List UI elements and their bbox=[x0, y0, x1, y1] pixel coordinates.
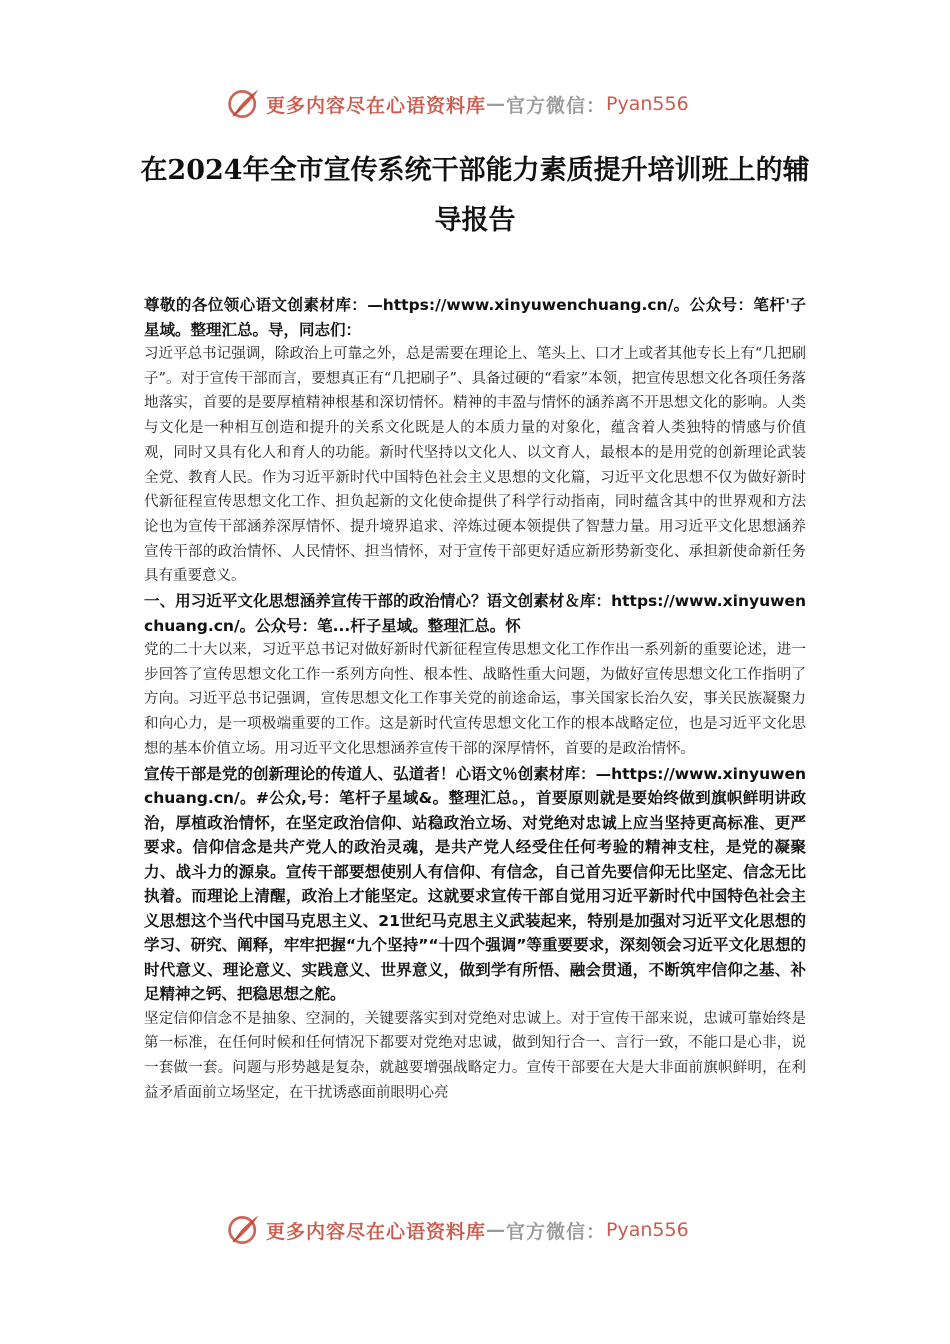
watermark-sub-text: 官方微信： bbox=[506, 94, 607, 117]
paragraph-section-1-a: 党的二十大以来，习近平总书记对做好新时代新征程宣传思想文化工作作出一系列新的重要论述，进一步回答了宣传思想文化工作一系列方向性、根本性、战略性重大问题，为做好宣传思想文化工作指明了方向。习近平总书记强调，宣传思想文化工作事关党的前途命运，事关国家长治久安，事关民族凝聚力和向心力，是一项极端重要的工作。这是新时代宣传思想文化工作的根本战略定位，也是习近平文化思想的基本价值立场。用习近平文化思想涵养宣传干部的深厚情怀，首要的是政治情怀。 bbox=[144, 642, 806, 757]
watermark-main-text: 更多内容尽在心语资料库 bbox=[266, 1220, 487, 1243]
document-title: 在2024年全市宣传系统干部能力素质提升培训班上的辅导报告 bbox=[140, 155, 810, 236]
watermark-wechat-id: Pyan556 bbox=[606, 1219, 689, 1241]
paragraph-greeting: 尊敬的各位领心语文创素材库：—https://www.xinyuwenchuang.cn/。公众号：笔杆'子星域。整理汇总。导，同志们： bbox=[144, 296, 806, 339]
watermark-dash: — bbox=[486, 93, 507, 115]
document-body bbox=[144, 293, 806, 1105]
paragraph-section-1-b: 宣传干部是党的创新理论的传道人、弘道者！心语文％创素材库：—https://www.xinyuwenchuang.cn/。#公众,号：笔杆子星域&。整理汇总。，首要原则就是要始终做到旗帜鲜明讲政治，厚植政治情怀，在坚定政治信仰、站稳政治立场、对党绝对忠诚上应当坚持更高标准、更严要求。信仰信念是共产党人的政治灵魂，是共产党人经受住任何考验的精神支柱，是党的凝聚力、战斗力的源泉。宣传干部要想使别人有信仰、有信念，自己首先要信仰无比坚定、信念无比执着。而理论上清醒，政治上才能坚定。这就要求宣传干部自觉用习近平新时代中国特色社会主义思想这个当代中国马克思主义、21世纪马克思主义武装起来，特别是加强对习近平文化思想的学习、研究、阐释，牢牢把握“九个坚持”“十四个强调”等重要要求，深刻领会习近平文化思想的时代意义、理论意义、实践意义、世界意义，做到学有所悟、融会贯通，不断筑牢信仰之基、补足精神之钙、把稳思想之舵。 bbox=[144, 764, 806, 1004]
paragraph-section-1-c: 坚定信仰信念不是抽象、空洞的，关键要落实到对党绝对忠诚上。对于宣传干部来说，忠诚可靠始终是第一标准，在任何时候和任何情况下都要对党绝对忠诚，做到知行合一、言行一致，不能口是心非，说一套做一套。问题与形势越是复杂，就越要增强战略定力。宣传干部要在大是大非面前旗帜鲜明，在利益矛盾面前立场坚定，在干扰诱惑面前眼明心亮 bbox=[144, 1010, 806, 1101]
watermark-sub-text: 官方微信： bbox=[506, 1220, 607, 1243]
watermark-wechat-id: Pyan556 bbox=[606, 93, 689, 115]
feather-pen-logo-icon bbox=[226, 86, 262, 122]
feather-pen-logo-icon bbox=[226, 1212, 262, 1248]
paragraph-intro: 习近平总书记强调，除政治上可靠之外，总是需要在理论上、笔头上、口才上或者其他专长上有“几把刷子”。对于宣传干部而言，要想真正有“几把刷子”、具备过硬的“看家”本领，把宣传思想文化各项任务落地落实，首要的是要厚植精神根基和深切情怀。精神的丰盈与情怀的涵养离不开思想文化的影响。人类与文化是一种相互创造和提升的关系文化既是人的本质力量的对象化，蕴含着人类独特的情感与价值观，同时又具有化人和育人的功能。新时代坚持以文化人、以文育人，最根本的是用党的创新理论武装全党、教育人民。作为习近平新时代中国特色社会主义思想的文化篇，习近平文化思想不仅为做好新时代新征程宣传思想文化工作、担负起新的文化使命提供了科学行动指南，同时蕴含其中的世界观和方法论也为宣传干部涵养深厚情怀、提升境界追求、淬炼过硬本领提供了智慧力量。用习近平文化思想涵养宣传干部的政治情怀、人民情怀、担当情怀，对于宣传干部更好适应新形势新变化、承担新使命新任务具有重要意义。 bbox=[144, 346, 806, 585]
watermark-header bbox=[226, 84, 746, 124]
watermark-main-text: 更多内容尽在心语资料库 bbox=[266, 94, 487, 117]
watermark-footer bbox=[226, 1210, 746, 1250]
watermark-dash: — bbox=[486, 1219, 507, 1241]
section-heading-1: 一、用习近平文化思想涵养宣传干部的政治情心？语文创素材＆库：https://www.xinyuwenchuang.cn/。公众号：笔...杆子星域。整理汇总。怀 bbox=[144, 592, 806, 635]
